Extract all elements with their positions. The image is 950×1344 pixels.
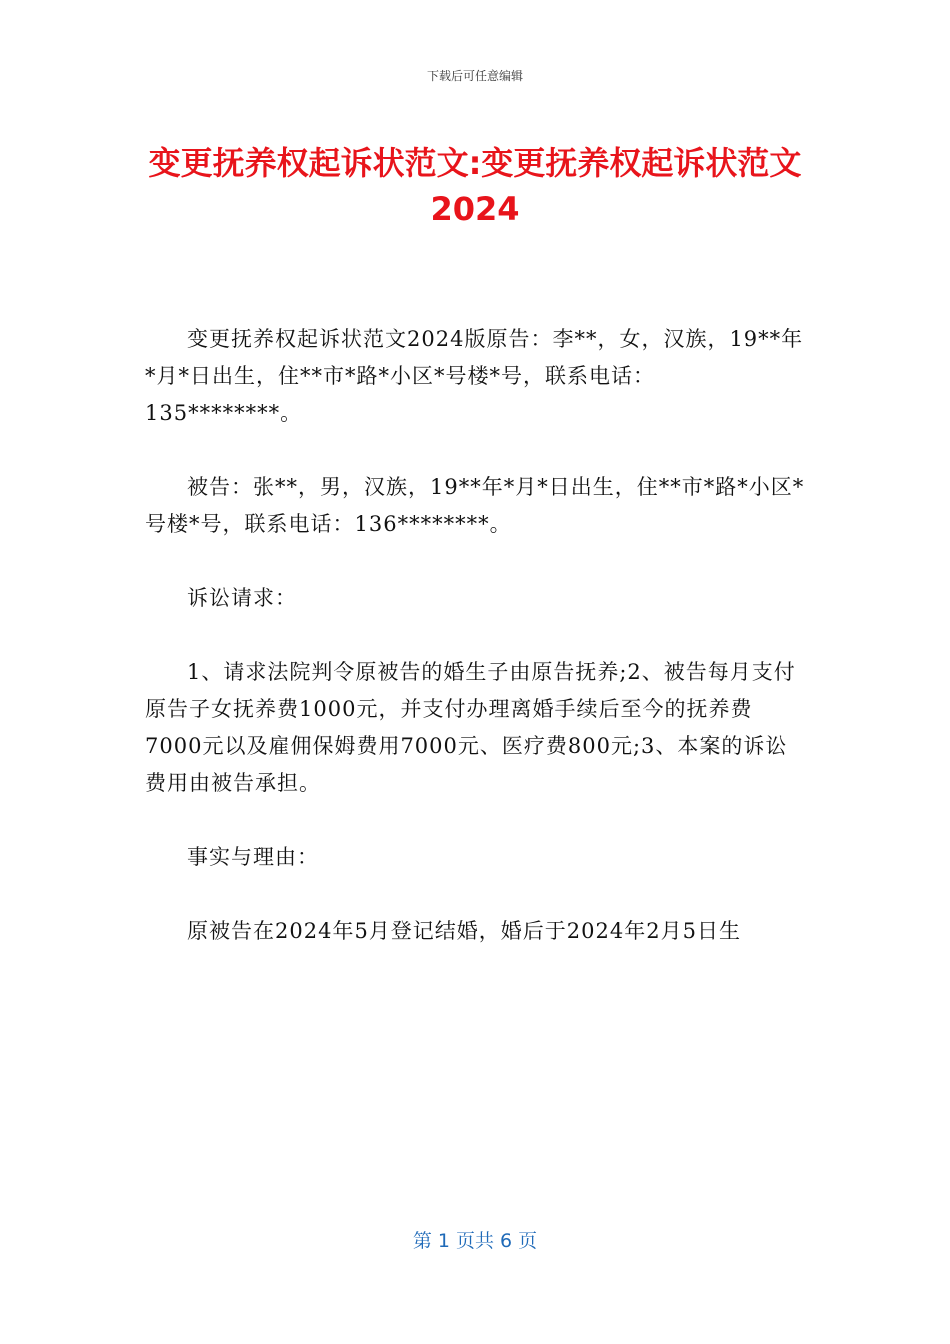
header-note: 下载后可任意编辑 [426,69,523,83]
paragraph-plaintiff: 变更抚养权起诉状范文2024版原告：李**，女，汉族，19**年*月*日出生，住**市*路*小区*号楼*号，联系电话：135********。 [145,327,804,425]
paragraph-claims-heading: 诉讼请求： [187,586,297,610]
document-body [145,321,805,987]
paragraph-facts-heading: 事实与理由： [187,845,319,869]
paragraph-defendant: 被告：张**，男，汉族，19**年*月*日出生，住**市*路*小区*号楼*号，联系电话：136********。 [145,475,805,536]
document-title: 变更抚养权起诉状范文:变更抚养权起诉状范文2024 [148,144,802,228]
paragraph-facts: 原被告在2024年5月登记结婚，婚后于2024年2月5日生 [187,919,741,943]
paragraph-claims: 1、请求法院判令原被告的婚生子由原告抚养;2、被告每月支付原告子女抚养费1000元，并支付办理离婚手续后至今的抚养费7000元以及雇佣保姆费用7000元、医疗费800元;3、本案的诉讼费用由被告承担。 [145,660,796,795]
page-footer: 第 1 页共 6 页 [412,1230,538,1252]
